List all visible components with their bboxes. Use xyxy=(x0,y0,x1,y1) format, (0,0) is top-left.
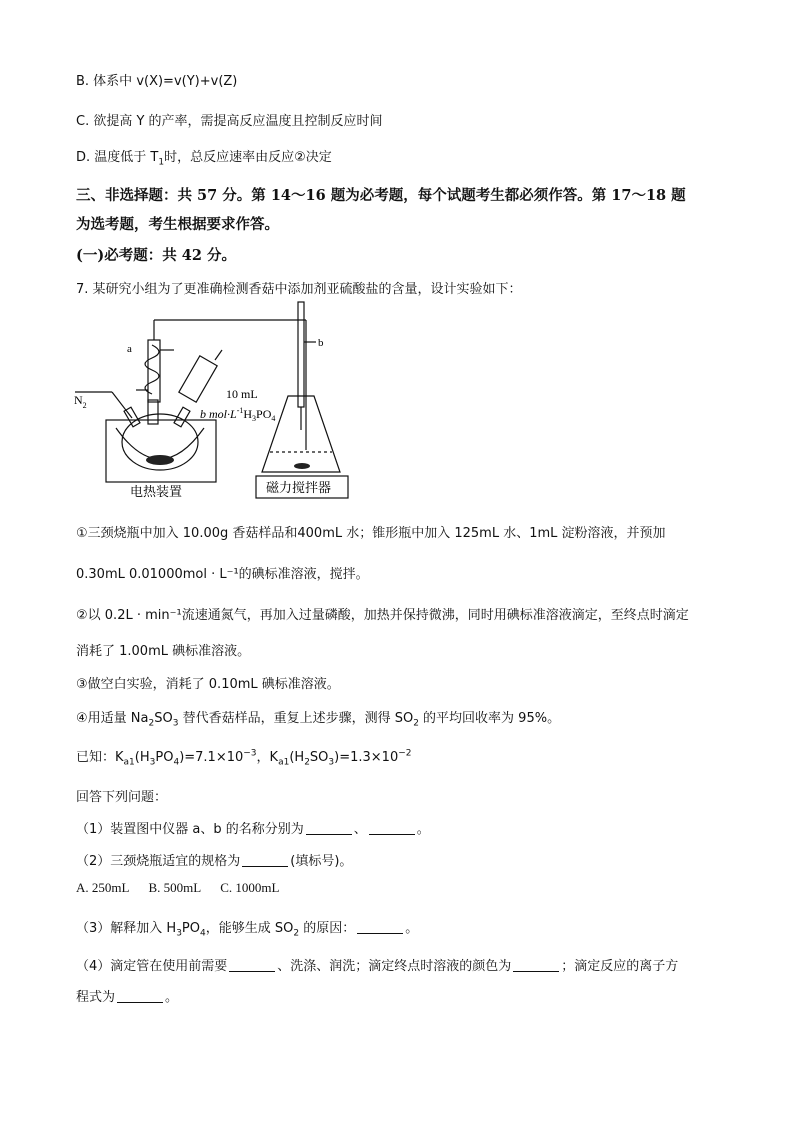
label-n2: $N_2$ xyxy=(74,393,87,410)
apparatus-figure xyxy=(70,300,450,505)
step-2-line2: 消耗了 1.00mL 碘标准溶液。 xyxy=(76,644,251,659)
section-heading-line1: 三、非选择题：共 57 分。第 14～16 题为必考题，每个试题考生都必须作答。第 17～18 题 xyxy=(76,187,686,204)
option-b: B. 体系中 v(X)=v(Y)+v(Z) xyxy=(76,74,238,89)
answer-blank-1a[interactable] xyxy=(306,822,352,835)
dropping-funnel xyxy=(179,356,217,402)
heater-box xyxy=(106,420,216,482)
step-4: ④用适量 $Na_2SO_3$ 替代香菇样品，重复上述步骤，测得 $SO_2$ 的平均回收率为 95%。 xyxy=(76,711,561,729)
question-4-line2: 程式为 。 xyxy=(76,990,179,1005)
step-2-line1: ②以 0.2L · min⁻¹流速通氮气，再加入过量磷酸，加热并保持微沸，同时用碘标准溶液滴定，至终点时滴定 xyxy=(76,608,689,623)
step-1-line2: 0.30mL 0.01000mol · L⁻¹的碘标准溶液，搅拌。 xyxy=(76,567,369,582)
label-a: a xyxy=(127,343,132,355)
option-d: D. 温度低于 $T_1$时，总反应速率由反应②决定 xyxy=(76,150,332,168)
burette-b xyxy=(298,302,304,407)
step-1-line1: ①三颈烧瓶中加入 10.00g 香菇样品和400mL 水；锥形瓶中加入 125mL 水、1mL 淀粉溶液，并预加 xyxy=(76,526,666,541)
question-3: （3）解释加入 $H_3PO_4$，能够生成 $SO_2$ 的原因： 。 xyxy=(76,921,419,939)
question-2: （2）三颈烧瓶适宜的规格为 (填标号)。 xyxy=(76,854,353,869)
label-conc: b $mol\cdot L^{-1}H_3PO_4$ xyxy=(200,406,276,423)
section-heading-line2: 为选考题，考生根据要求作答。 xyxy=(76,216,279,233)
answer-prompt: 回答下列问题： xyxy=(76,790,168,805)
label-vol: 10 mL xyxy=(226,387,258,401)
question-1: （1）装置图中仪器 a、b 的名称分别为 、 。 xyxy=(76,822,430,837)
answer-blank-4b[interactable] xyxy=(513,959,559,972)
label-heater: 电热装置 xyxy=(130,485,183,500)
question-intro: 7. 某研究小组为了更准确检测香菇中添加剂亚硫酸盐的含量，设计实验如下： xyxy=(76,282,522,297)
answer-blank-2[interactable] xyxy=(242,854,288,867)
option-c: C. 欲提高 Y 的产率，需提高反应温度且控制反应时间 xyxy=(76,114,383,129)
label-stirrer: 磁力搅拌器 xyxy=(266,481,332,496)
answer-blank-3[interactable] xyxy=(357,921,403,934)
answer-blank-1b[interactable] xyxy=(369,822,415,835)
question-2-options: A. 250mL B. 500mL C. 1000mL xyxy=(76,880,280,895)
known-constants: 已知：$K_{a1}(H_3PO_4)=7.1\times 10^{-3}$，$K_{a1}(H_2SO_3)=1.3\times 10^{-2}$ xyxy=(76,748,412,768)
sub-heading: (一)必考题：共 42 分。 xyxy=(76,247,236,264)
label-b: b xyxy=(318,337,324,349)
answer-blank-4a[interactable] xyxy=(229,959,275,972)
answer-blank-4c[interactable] xyxy=(117,990,163,1003)
question-4-line1: （4）滴定管在使用前需要 、洗涤、润洗；滴定终点时溶液的颜色为 ；滴定反应的离子方 xyxy=(76,959,679,974)
step-3: ③做空白实验，消耗了 0.10mL 碘标准溶液。 xyxy=(76,677,340,692)
